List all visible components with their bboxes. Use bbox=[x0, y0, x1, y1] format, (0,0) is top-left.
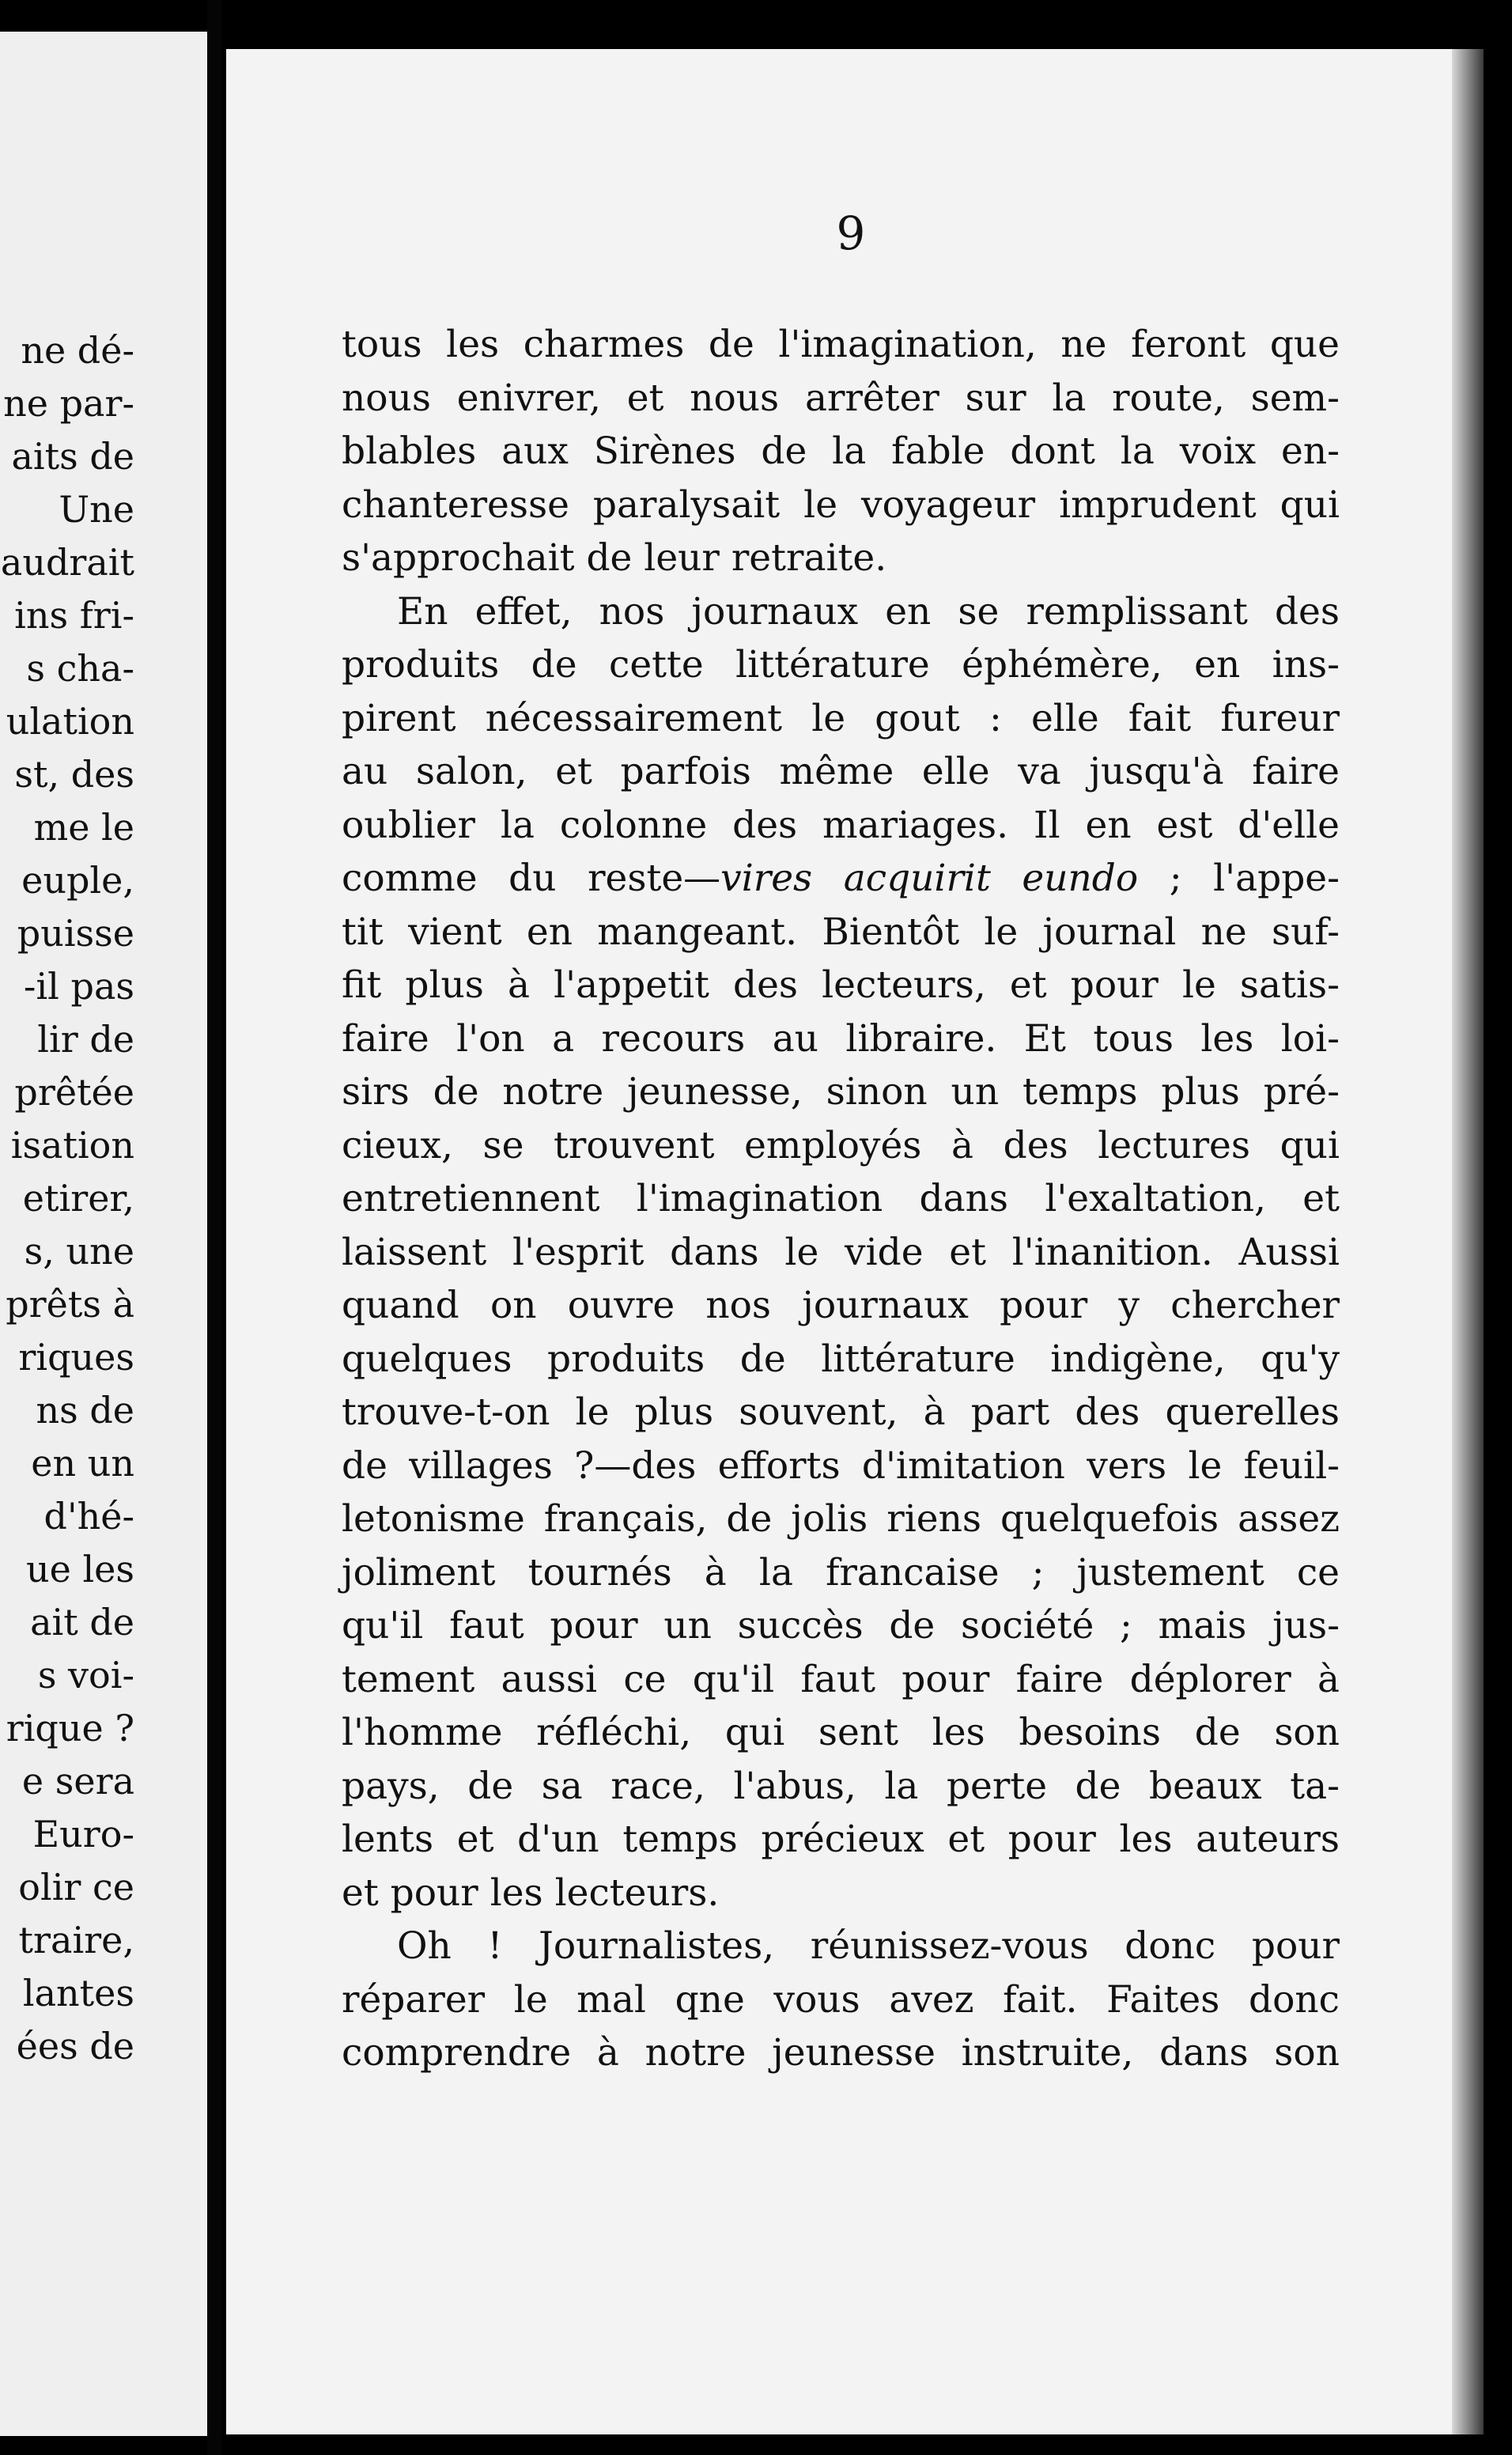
text-line: st, des bbox=[14, 753, 134, 796]
text-line: produits de cette littérature éphémère, en ins- bbox=[342, 643, 1340, 687]
text-line: En effet, nos journaux en se remplissant des bbox=[397, 589, 1340, 634]
text-line: sirs de notre jeunesse, sinon un temps plus pré- bbox=[342, 1070, 1340, 1114]
text-line bbox=[342, 852, 1340, 906]
text-line: qu'il faut pour un succès de société ; mais jus- bbox=[342, 1604, 1340, 1647]
text-line: tous les charmes de l'imagination, ne feront que bbox=[342, 323, 1340, 366]
text-line: prêtée bbox=[14, 1071, 134, 1114]
text-line: ne par- bbox=[3, 382, 134, 425]
text-line: pirent nécessairement le gout : elle fait fureur bbox=[342, 696, 1340, 740]
text-line: faire l'on a recours au libraire. Et tous les loi- bbox=[342, 1016, 1340, 1061]
text-line: ns de bbox=[36, 1389, 134, 1432]
text-line: l'homme réfléchi, qui sent les besoins de son bbox=[342, 1711, 1340, 1754]
text-line: quand on ouvre nos journaux pour y chercher bbox=[342, 1284, 1340, 1327]
text-line: blables aux Sirènes de la fable dont la voix en- bbox=[342, 429, 1340, 473]
text-segment: comme du reste— bbox=[342, 857, 721, 900]
book-gutter bbox=[207, 0, 221, 2455]
text-line: laissent l'esprit dans le vide et l'inanition. Aussi bbox=[342, 1230, 1340, 1274]
text-line: letonisme français, de jolis riens quelquefois assez bbox=[342, 1497, 1340, 1541]
text-line: aits de bbox=[11, 435, 134, 478]
text-line: ne dé- bbox=[21, 329, 134, 372]
text-line: ue les bbox=[25, 1548, 134, 1591]
text-line: Euro- bbox=[32, 1813, 134, 1855]
text-line: cieux, se trouvent employés à des lectures qui bbox=[342, 1123, 1340, 1167]
latin-phrase: vires acquirit eundo bbox=[720, 857, 1139, 900]
text-line: s cha- bbox=[26, 647, 134, 690]
right-page bbox=[226, 49, 1484, 2434]
text-line: euple, bbox=[21, 859, 134, 902]
text-line: prêts à bbox=[6, 1283, 134, 1326]
text-line: fit plus à l'appetit des lecteurs, et pour le satis- bbox=[342, 963, 1340, 1007]
text-line: d'hé- bbox=[43, 1495, 134, 1538]
text-line: olir ce bbox=[18, 1866, 134, 1908]
text-line: Oh ! Journalistes, réunissez-vous donc pour bbox=[397, 1924, 1340, 1968]
text-line: ées de bbox=[16, 2025, 134, 2067]
text-line: lantes bbox=[22, 1972, 134, 2014]
text-line: en un bbox=[31, 1442, 134, 1485]
text-line: rique ? bbox=[6, 1707, 134, 1750]
text-line: tit vient en mangeant. Bientôt le journal ne suf- bbox=[342, 910, 1340, 954]
text-line: traire, bbox=[18, 1919, 134, 1961]
text-line: nous enivrer, et nous arrêter sur la route, sem- bbox=[342, 376, 1340, 420]
text-line: ulation bbox=[6, 700, 134, 743]
text-line: s'approchait de leur retraite. bbox=[342, 536, 887, 580]
text-line: riques bbox=[18, 1336, 134, 1379]
text-line: chanteresse paralysait le voyageur imprudent qui bbox=[342, 482, 1340, 527]
text-line: puisse bbox=[17, 912, 134, 955]
body-text bbox=[342, 318, 1340, 2080]
left-page-text bbox=[0, 324, 207, 2073]
text-line: quelques produits de littérature indigène, qu'y bbox=[342, 1337, 1340, 1381]
text-segment: ; l'appe- bbox=[1138, 857, 1340, 900]
text-line: e sera bbox=[21, 1760, 134, 1802]
text-line: oublier la colonne des mariages. Il en est d'elle bbox=[342, 803, 1340, 847]
text-line: etirer, bbox=[22, 1177, 134, 1220]
left-page-fragment bbox=[0, 32, 207, 2436]
text-line: isation bbox=[10, 1124, 134, 1167]
page-edge-shadow bbox=[1452, 49, 1484, 2434]
text-line: s voi- bbox=[37, 1654, 134, 1697]
text-line: pays, de sa race, l'abus, la perte de beaux ta- bbox=[342, 1764, 1340, 1808]
page-number: 9 bbox=[836, 206, 866, 260]
text-line: ait de bbox=[30, 1601, 134, 1644]
text-line: audrait bbox=[0, 541, 134, 584]
text-line: et pour les lecteurs. bbox=[342, 1871, 720, 1915]
text-line: comprendre à notre jeunesse instruite, dans son bbox=[342, 2031, 1340, 2075]
text-line: ins fri- bbox=[14, 594, 134, 637]
text-line: me le bbox=[33, 806, 134, 849]
text-line: s, une bbox=[24, 1230, 134, 1273]
text-line: tement aussi ce qu'il faut pour faire déplorer à bbox=[342, 1657, 1340, 1701]
text-line: Une bbox=[59, 488, 134, 531]
text-line: de villages ?—des efforts d'imitation vers le feuil- bbox=[342, 1443, 1340, 1488]
text-line: trouve-t-on le plus souvent, à part des querelles bbox=[342, 1390, 1340, 1434]
text-line: entretiennent l'imagination dans l'exaltation, et bbox=[342, 1177, 1340, 1220]
text-line: réparer le mal qne vous avez fait. Faites donc bbox=[342, 1977, 1340, 2022]
text-line: lir de bbox=[37, 1018, 134, 1061]
text-line: -il pas bbox=[23, 965, 134, 1008]
text-line: joliment tournés à la francaise ; justement ce bbox=[342, 1550, 1340, 1594]
text-line: au salon, et parfois même elle va jusqu'à faire bbox=[342, 750, 1340, 793]
text-line: lents et d'un temps précieux et pour les auteurs bbox=[342, 1818, 1340, 1861]
